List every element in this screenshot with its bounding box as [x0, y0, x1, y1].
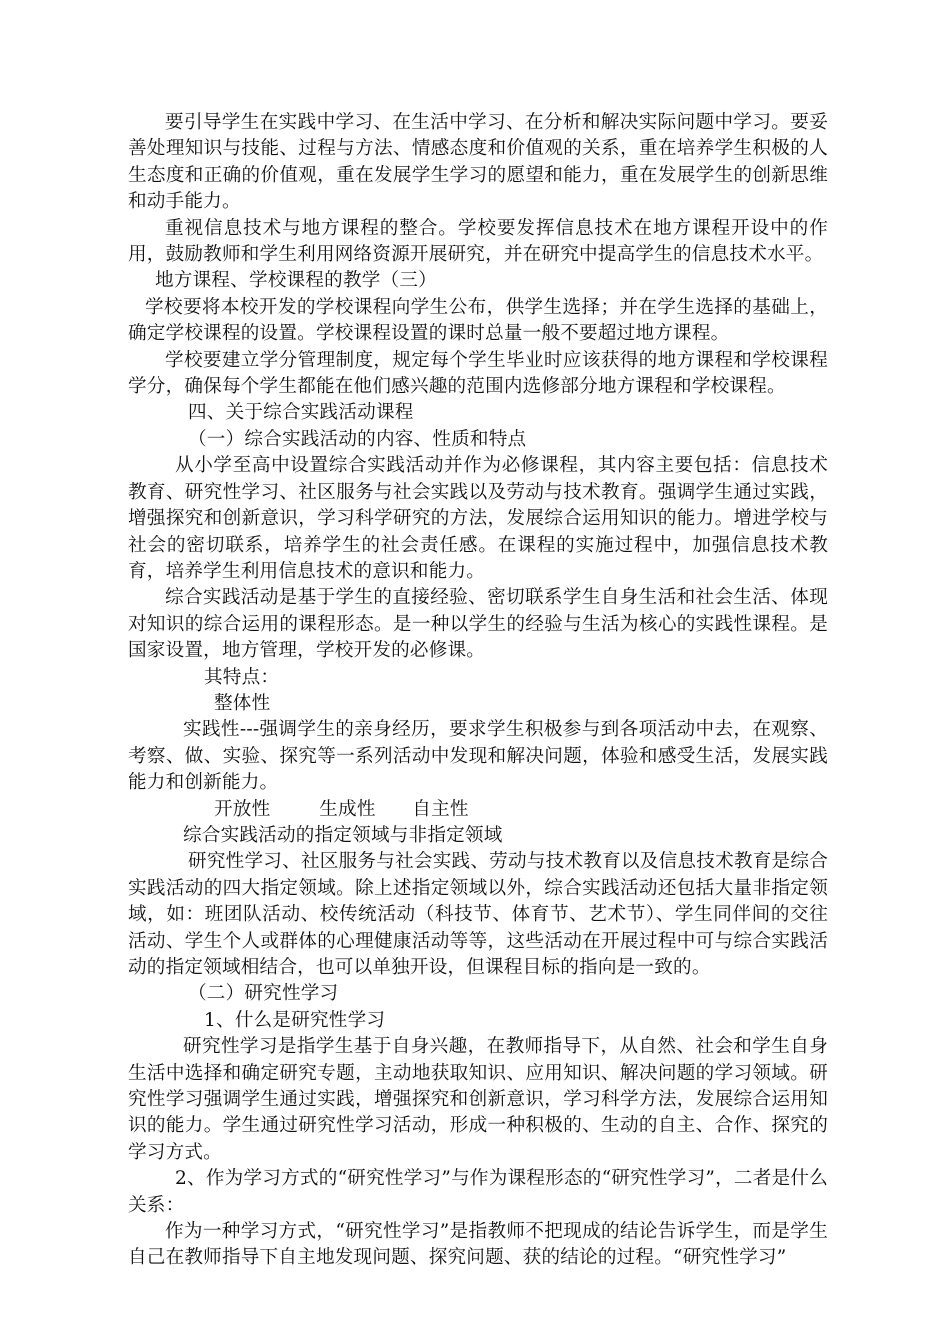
paragraph-learning-method: 作为一种学习方式，“研究性学习”是指教师不把现成的结论告诉学生，而是学生自己在教师指导下自主地发现问题、探究问题、获的结论的过程。“研究性学习”	[128, 1221, 828, 1269]
paragraph-four-domains: 研究性学习、社区服务与社会实践、劳动与技术教育以及信息技术教育是综合实践活动的四大指定领域。除上述指定领域以外，综合实践活动还包括大量非指定领域，如：班团队活动、校传统活动（科技节、体育节、艺术节）、学生同伴间的交往活动、学生个人或群体的心理健康活动等等，这些活动在开展过程中可与综合实践活动的指定领域相结合，也可以单独开设，但课程目标的指向是一致的。	[128, 851, 828, 978]
heading-what-is-research-learning: 1、什么是研究性学习	[204, 1009, 386, 1031]
paragraph-learning-guidance: 要引导学生在实践中学习、在生活中学习、在分析和解决实际问题中学习。要妥善处理知识与技能、过程与方法、情感态度和价值观的关系，重在培养学生积极的人生态度和正确的价值观，重在发展学生学习的愿望和能力，重在发展学生的创新思维和动手能力。	[128, 112, 828, 213]
heading-subsection-one: （一）综合实践活动的内容、性质和特点	[188, 428, 527, 450]
paragraph-practice-content: 从小学至高中设置综合实践活动并作为必修课程，其内容主要包括：信息技术教育、研究性学习、社区服务与社会实践以及劳动与技术教育。强调学生通过实践，增强探究和创新意识，学习科学研究的方法，发展综合运用知识的能力。增进学校与社会的密切联系，培养学生的社会责任感。在课程的实施过程中，加强信息技术教育，培养学生利用信息技术的意识和能力。	[128, 455, 828, 582]
label-features: 其特点：	[204, 666, 280, 688]
paragraph-it-integration: 重视信息技术与地方课程的整合。学校要发挥信息技术在地方课程开设中的作用，鼓励教师和学生利用网络资源开展研究，并在研究中提高学生的信息技术水平。	[128, 217, 828, 266]
document-body	[128, 110, 828, 1272]
heading-designated-domains: 综合实践活动的指定领域与非指定领域	[183, 824, 503, 846]
paragraph-school-course-publish: 学校要将本校开发的学校课程向学生公布，供学生选择；并在学生选择的基础上，确定学校课程的设置。学校课程设置的课时总量一般不要超过地方课程。	[128, 296, 828, 345]
paragraph-credit-system: 学校要建立学分管理制度，规定每个学生毕业时应该获得的地方课程和学校课程学分，确保每个学生都能在他们感兴趣的范围内选修部分地方课程和学校课程。	[128, 349, 828, 398]
label-openness-generative-autonomy: 开放性 生成性 自主性	[214, 798, 469, 820]
paragraph-research-learning-definition: 研究性学习是指学生基于自身兴趣，在教师指导下，从自然、社会和学生自身生活中选择和确定研究专题，主动地获取知识、应用知识、解决问题的学习领域。研究性学习强调学生通过实践，增强探究和创新意识，学习科学方法，发展综合运用知识的能力。学生通过研究性学习活动，形成一种积极的、生动的自主、合作、探究的学习方式。	[128, 1036, 828, 1163]
heading-subsection-two: （二）研究性学习	[188, 983, 339, 1005]
heading-local-school-teaching: 地方课程、学校课程的教学（三）	[155, 270, 437, 292]
paragraph-practice-definition: 综合实践活动是基于学生的直接经验、密切联系学生自身生活和社会生活、体现对知识的综合运用的课程形态。是一种以学生的经验与生活为核心的实践性课程。是国家设置，地方管理，学校开发的必修课。	[128, 587, 828, 662]
heading-section-four: 四、关于综合实践活动课程	[188, 402, 414, 424]
label-integrity: 整体性	[214, 692, 271, 714]
paragraph-relationship-question: 2、作为学习方式的“研究性学习”与作为课程形态的“研究性学习”，二者是什么关系：	[128, 1168, 828, 1216]
paragraph-practicality: 实践性---强调学生的亲身经历，要求学生积极参与到各项活动中去，在观察、考察、做、实验、探究等一系列活动中发现和解决问题，体验和感受生活，发展实践能力和创新能力。	[128, 719, 828, 794]
